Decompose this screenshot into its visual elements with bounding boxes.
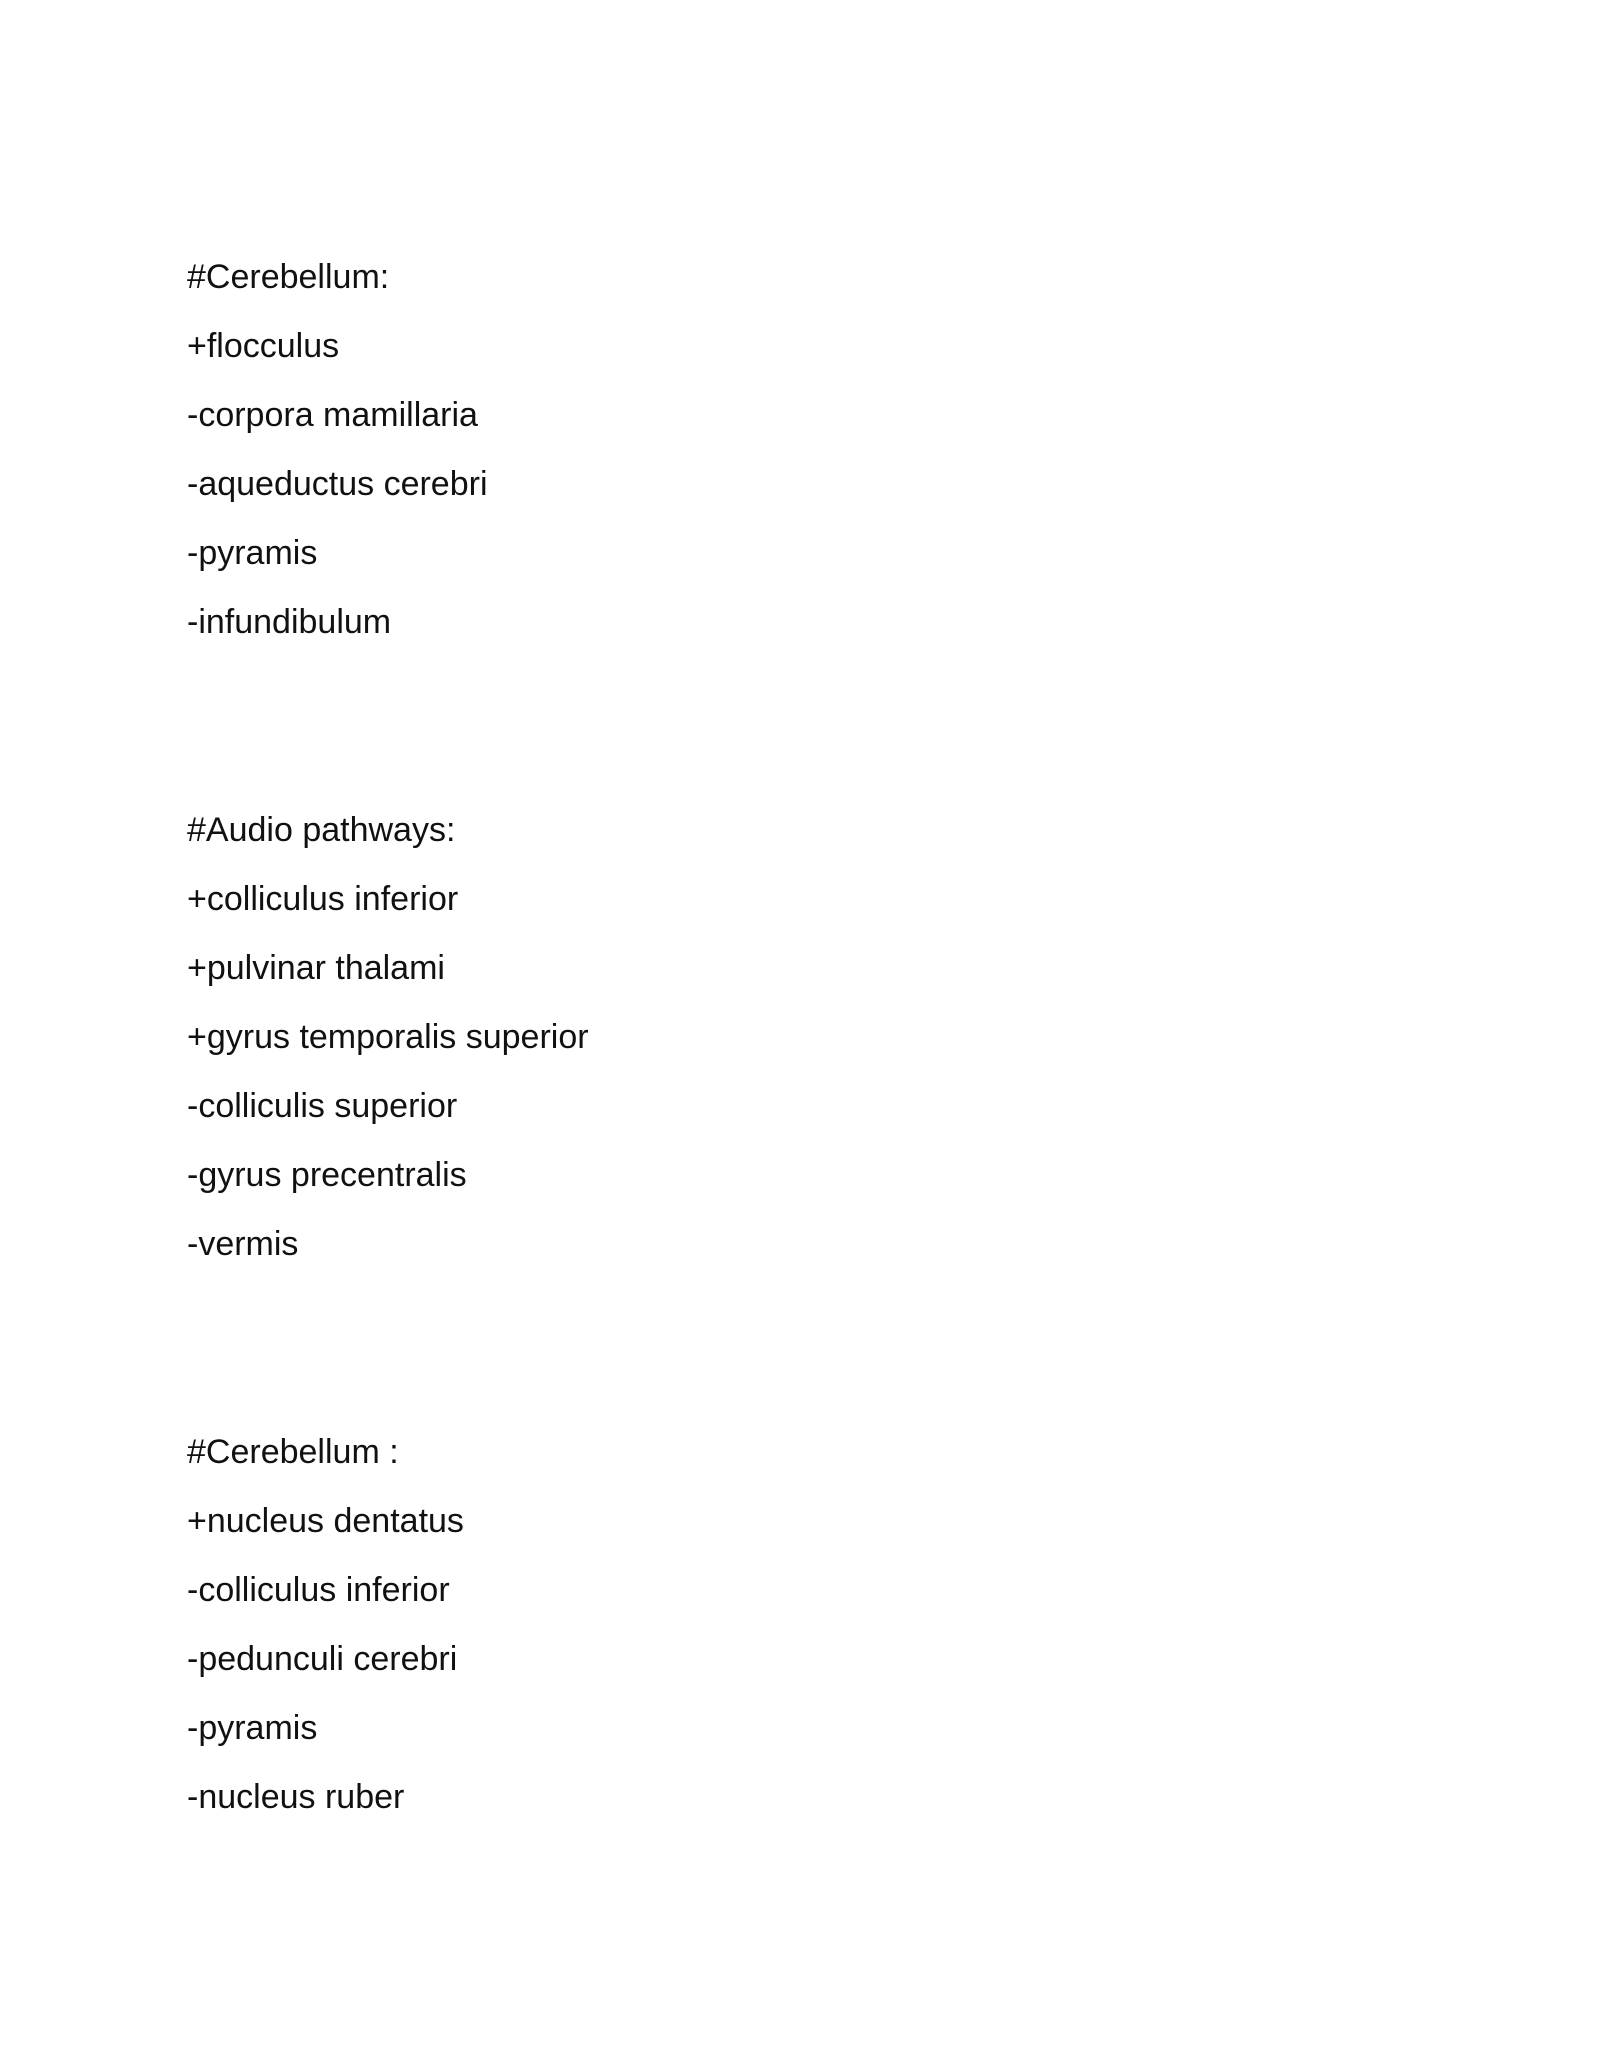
list-item: +gyrus temporalis superior	[187, 1018, 589, 1056]
list-item: +nucleus dentatus	[187, 1502, 464, 1540]
list-item: -pedunculi cerebri	[187, 1640, 458, 1678]
section-cerebellum-2	[187, 1425, 464, 1839]
section-heading: #Cerebellum :	[187, 1433, 399, 1471]
section-heading: #Cerebellum:	[187, 258, 390, 296]
list-item: -pyramis	[187, 534, 318, 572]
list-item: -aqueductus cerebri	[187, 465, 488, 503]
list-item: +pulvinar thalami	[187, 949, 445, 987]
list-item: -corpora mamillaria	[187, 396, 478, 434]
list-item: -nucleus ruber	[187, 1778, 405, 1816]
list-item: +colliculus inferior	[187, 880, 459, 918]
list-item: +flocculus	[187, 327, 340, 365]
list-item: -gyrus precentralis	[187, 1156, 467, 1194]
section-cerebellum	[187, 250, 488, 664]
list-item: -colliculus inferior	[187, 1571, 450, 1609]
list-item: -infundibulum	[187, 603, 392, 641]
list-item: -pyramis	[187, 1709, 318, 1747]
section-heading: #Audio pathways:	[187, 811, 456, 849]
list-item: -colliculis superior	[187, 1087, 458, 1125]
list-item: -vermis	[187, 1225, 299, 1263]
section-audio-pathways	[187, 803, 589, 1286]
